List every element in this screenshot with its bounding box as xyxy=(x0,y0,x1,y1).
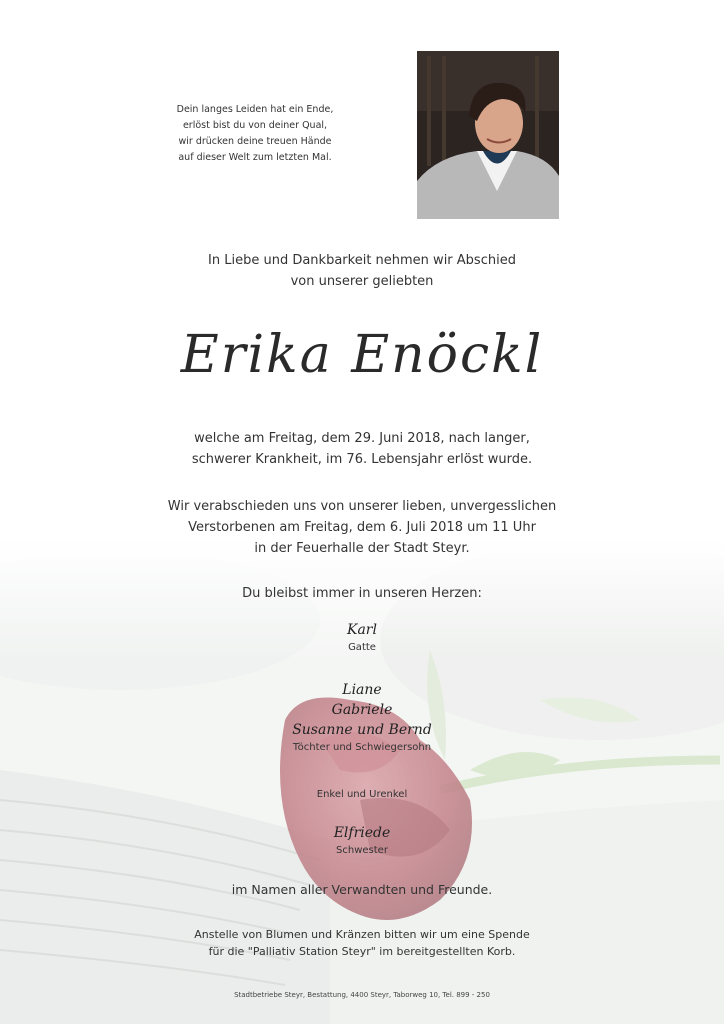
daughter-name: Liane xyxy=(342,682,382,698)
heart-line: Du bleibst immer in unseren Herzen: xyxy=(242,586,482,601)
daughters-relation: Töchter und Schwiegersohn xyxy=(292,742,432,753)
farewell-text xyxy=(0,496,724,559)
family-sister xyxy=(0,823,724,859)
sister-name: Elfriede xyxy=(333,825,391,841)
grandchildren-relation: Enkel und Urenkel xyxy=(316,789,408,800)
farewell-line: Wir verabschieden uns von unserer lieben, unvergesslichen xyxy=(167,499,557,514)
donation-line: für die "Palliativ Station Steyr" im bereitgestellten Korb. xyxy=(208,945,516,958)
husband-name: Karl xyxy=(347,622,377,638)
portrait-image xyxy=(417,51,559,219)
family-grandchildren xyxy=(0,787,724,803)
death-notice-line: welche am Freitag, dem 29. Juni 2018, nach langer, xyxy=(194,431,530,446)
poem-line: auf dieser Welt zum letzten Mal. xyxy=(178,152,332,163)
family-daughters xyxy=(0,680,724,756)
intro-line: In Liebe und Dankbarkeit nehmen wir Abschied xyxy=(208,253,516,268)
sister-relation: Schwester xyxy=(336,845,388,856)
donation-request xyxy=(0,926,724,960)
farewell-line: in der Feuerhalle der Stadt Steyr. xyxy=(254,541,470,556)
husband-relation: Gatte xyxy=(348,642,376,653)
daughter-name: Gabriele xyxy=(331,702,393,718)
intro-text xyxy=(0,250,724,292)
death-notice-line: schwerer Krankheit, im 76. Lebensjahr erlöst wurde. xyxy=(191,452,533,467)
intro-line: von unserer geliebten xyxy=(290,274,434,289)
portrait-photo xyxy=(417,51,559,219)
family-husband xyxy=(0,620,724,656)
poem-line: Dein langes Leiden hat ein Ende, xyxy=(176,104,334,115)
donation-line: Anstelle von Blumen und Kränzen bitten wir um eine Spende xyxy=(194,928,530,941)
poem-line: erlöst bist du von deiner Qual, xyxy=(182,120,328,131)
poem xyxy=(130,102,380,166)
funeral-home-footer: Stadtbetriebe Steyr, Bestattung, 4400 Steyr, Taborweg 10, Tel. 899 - 250 xyxy=(234,991,490,999)
deceased-name: Erika Enöckl xyxy=(180,325,544,385)
death-notice xyxy=(0,428,724,470)
poem-line: wir drücken deine treuen Hände xyxy=(178,136,332,147)
farewell-line: Verstorbenen am Freitag, dem 6. Juli 2018 um 11 Uhr xyxy=(188,520,536,535)
daughter-name: Susanne und Bernd xyxy=(292,722,432,738)
closing-line: im Namen aller Verwandten und Freunde. xyxy=(231,882,493,897)
